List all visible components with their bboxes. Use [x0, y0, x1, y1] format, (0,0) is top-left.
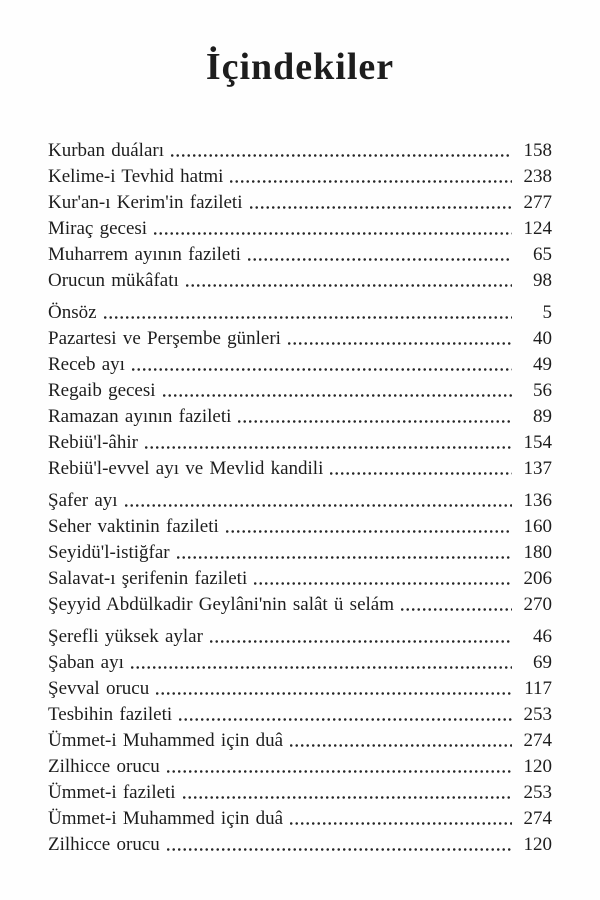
toc-page-number: 120 — [523, 834, 552, 855]
toc-page-number: 69 — [533, 652, 552, 673]
toc-page-number: 120 — [523, 756, 552, 777]
dotted-leader — [290, 744, 512, 747]
toc-entry-title: Şevval orucu — [48, 678, 150, 699]
toc-row — [48, 216, 552, 242]
toc-page-number: 270 — [523, 594, 552, 615]
dotted-leader — [156, 692, 512, 695]
toc-row — [48, 650, 552, 676]
toc-entry-title: Tesbihin fazileti — [48, 704, 173, 725]
dotted-leader — [125, 504, 512, 507]
dotted-leader — [401, 608, 512, 611]
dotted-leader — [210, 640, 512, 643]
page-title: İçindekiler — [205, 46, 395, 88]
toc-row — [48, 190, 552, 216]
toc-entry-title: Şaban ayı — [48, 652, 124, 673]
toc-entry-title: Kelime-i Tevhid hatmi — [48, 166, 224, 187]
toc-entry-title: Muharrem ayının fazileti — [48, 244, 241, 265]
toc-entry-title: Kurban duáları — [48, 140, 164, 161]
dotted-leader — [183, 796, 512, 799]
toc-row — [48, 268, 552, 294]
toc-row — [48, 138, 552, 164]
dotted-leader — [167, 770, 512, 773]
toc-row — [48, 404, 552, 430]
toc-page-number: 136 — [523, 490, 552, 511]
toc-entry-title: Seher vaktinin fazileti — [48, 516, 219, 537]
toc-row — [48, 780, 552, 806]
toc-row — [48, 540, 552, 566]
toc-entry-title: Salavat-ı şerifenin fazileti — [48, 568, 248, 589]
dotted-leader — [230, 180, 512, 183]
dotted-leader — [145, 446, 512, 449]
toc-row — [48, 676, 552, 702]
toc-entry-title: Önsöz — [48, 302, 97, 323]
dotted-leader — [250, 206, 513, 209]
toc-entry-title: Ramazan ayının fazileti — [48, 406, 232, 427]
toc-row — [48, 806, 552, 832]
toc-entry-title: Ümmet-i Muhammed için duâ — [48, 808, 284, 829]
toc-page-number: 160 — [523, 516, 552, 537]
toc-entry-title: Ümmet-i fazileti — [48, 782, 176, 803]
dotted-leader — [226, 530, 512, 533]
toc-page-number: 154 — [523, 432, 552, 453]
toc-page-number: 253 — [523, 782, 552, 803]
toc-row — [48, 326, 552, 352]
toc-row — [48, 702, 552, 728]
toc-page-number: 46 — [533, 626, 552, 647]
toc-entry-title: Şerefli yüksek aylar — [48, 626, 203, 647]
toc-page-number: 40 — [533, 328, 552, 349]
toc-page-number: 206 — [523, 568, 552, 589]
toc-row — [48, 430, 552, 456]
dotted-leader — [179, 718, 512, 721]
toc-group — [48, 488, 552, 618]
toc-entry-title: Rebiü'l-evvel ayı ve Mevlid kandili — [48, 458, 324, 479]
toc-entry-title: Zilhicce orucu — [48, 834, 160, 855]
toc-row — [48, 592, 552, 618]
toc-group — [48, 138, 552, 294]
toc-row — [48, 378, 552, 404]
dotted-leader — [254, 582, 512, 585]
dotted-leader — [104, 316, 512, 319]
toc-entry-title: Zilhicce orucu — [48, 756, 160, 777]
dotted-leader — [290, 822, 512, 825]
dotted-leader — [288, 342, 512, 345]
dotted-leader — [238, 420, 512, 423]
toc-page-number: 56 — [533, 380, 552, 401]
toc-entry-title: Pazartesi ve Perşembe günleri — [48, 328, 281, 349]
toc-row — [48, 514, 552, 540]
toc-page-number: 238 — [523, 166, 552, 187]
toc-entry-title: Seyidü'l-istiğfar — [48, 542, 170, 563]
toc-page-number: 253 — [523, 704, 552, 725]
toc-row — [48, 832, 552, 858]
dotted-leader — [330, 472, 512, 475]
toc-row — [48, 164, 552, 190]
toc-page-number: 180 — [523, 542, 552, 563]
toc-page-number: 117 — [524, 678, 552, 699]
toc-page-number: 89 — [533, 406, 552, 427]
dotted-leader — [131, 666, 512, 669]
toc-entry-title: Rebiü'l-âhir — [48, 432, 138, 453]
toc-row — [48, 624, 552, 650]
toc-page-number: 49 — [533, 354, 552, 375]
toc-page-number: 5 — [542, 302, 552, 323]
toc-list — [48, 138, 552, 858]
dotted-leader — [171, 154, 512, 157]
toc-page-number: 137 — [523, 458, 552, 479]
dotted-leader — [248, 258, 512, 261]
toc-page-number: 158 — [523, 140, 552, 161]
toc-row — [48, 488, 552, 514]
toc-entry-title: Regaib gecesi — [48, 380, 156, 401]
toc-row — [48, 566, 552, 592]
toc-entry-title: Şeyyid Abdülkadir Geylâni'nin salât ü selám — [48, 594, 395, 615]
toc-row — [48, 300, 552, 326]
toc-page-number: 98 — [533, 270, 552, 291]
toc-entry-title: Ümmet-i Muhammed için duâ — [48, 730, 284, 751]
toc-page-number: 65 — [533, 244, 552, 265]
dotted-leader — [132, 368, 512, 371]
toc-row — [48, 352, 552, 378]
toc-row — [48, 728, 552, 754]
toc-page-number: 274 — [523, 730, 552, 751]
toc-page-number: 277 — [523, 192, 552, 213]
toc-page-number: 124 — [523, 218, 552, 239]
dotted-leader — [154, 232, 512, 235]
dotted-leader — [186, 284, 512, 287]
toc-entry-title: Şafer ayı — [48, 490, 118, 511]
toc-entry-title: Kur'an-ı Kerim'in fazileti — [48, 192, 243, 213]
toc-entry-title: Receb ayı — [48, 354, 125, 375]
toc-page-number: 274 — [523, 808, 552, 829]
toc-row — [48, 754, 552, 780]
toc-group — [48, 624, 552, 858]
toc-entry-title: Orucun mükâfatı — [48, 270, 179, 291]
dotted-leader — [177, 556, 512, 559]
toc-group — [48, 300, 552, 482]
toc-entry-title: Miraç gecesi — [48, 218, 148, 239]
toc-row — [48, 242, 552, 268]
dotted-leader — [167, 848, 512, 851]
dotted-leader — [163, 394, 512, 397]
toc-row — [48, 456, 552, 482]
